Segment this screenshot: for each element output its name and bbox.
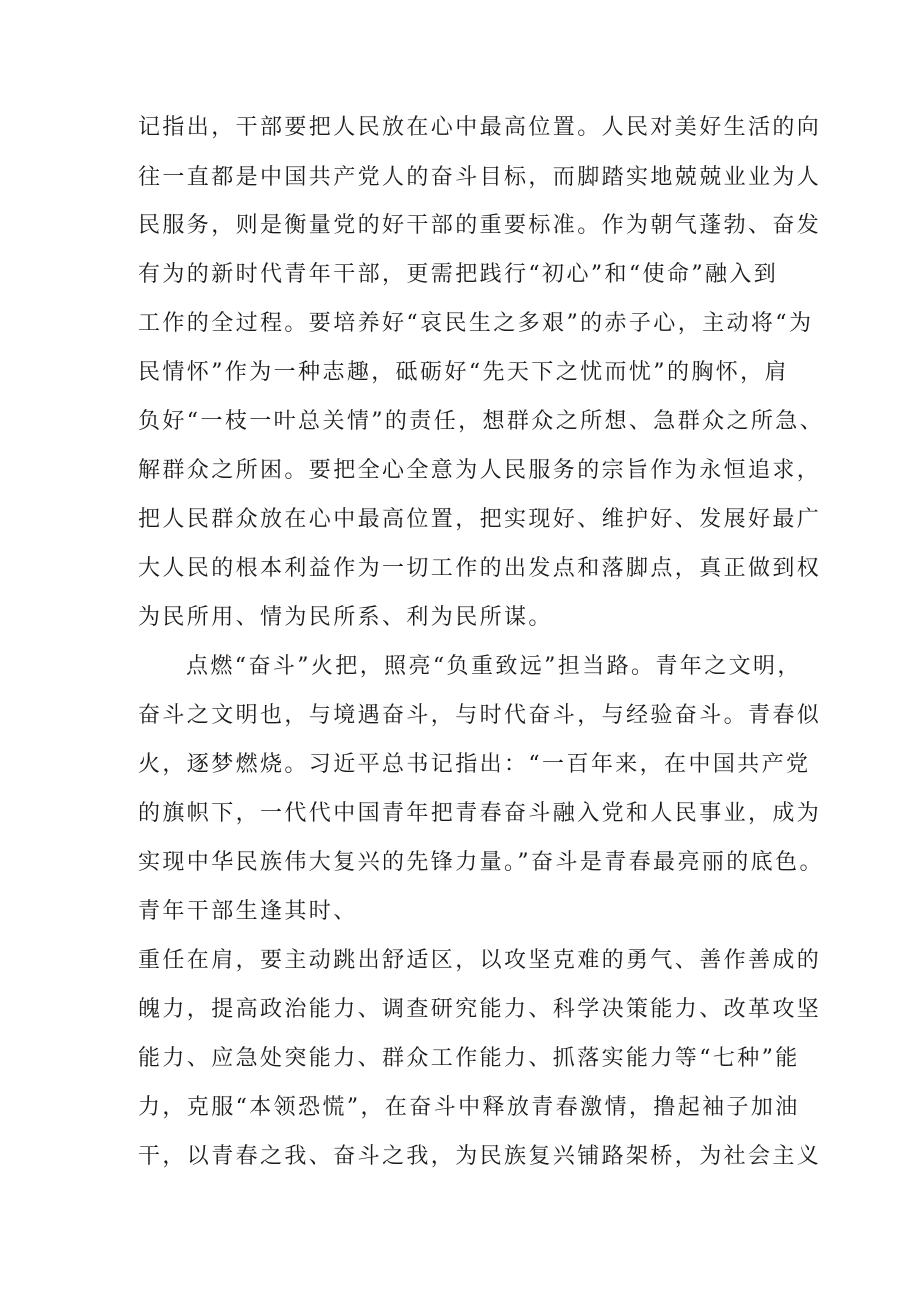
text-line: 奋斗之文明也，与境遇奋斗，与时代奋斗，与经验奋斗。青春似 [138,703,822,728]
text-line: 民情怀”作为一种志趣，砥砺好“先天下之忧而忧”的胸怀，肩 [138,360,789,385]
text-line: 解群众之所困。要把全心全意为人民服务的宗旨作为永恒追求， [138,458,822,483]
text-line: 青年干部生逢其时、 [138,899,358,924]
text-line: 能力、应急处突能力、群众工作能力、抓落实能力等“七种”能 [138,1046,800,1071]
text-line: 实现中华民族伟大复兴的先锋力量。”奋斗是青春最亮丽的底色。 [138,850,824,875]
text-line: 火，逐梦燃烧。习近平总书记指出：“一百年来，在中国共产党 [138,752,811,777]
text-line: 工作的全过程。要培养好“哀民生之多艰”的赤子心，主动将“为 [138,311,814,336]
text-line: 干，以青春之我、奋斗之我，为民族复兴铺路架桥，为社会主义 [138,1144,822,1169]
text-line: 把人民群众放在心中最高位置，把实现好、维护好、发展好最广 [138,507,822,532]
text-line: 记指出，干部要把人民放在心中最高位置。人民对美好生活的向 [138,115,822,140]
text-line: 魄力，提高政治能力、调查研究能力、科学决策能力、改革攻坚 [138,997,822,1022]
text-line: 为民所用、情为民所系、利为民所谋。 [138,605,553,630]
text-line: 的旗帜下，一代代中国青年把青春奋斗融入党和人民事业，成为 [138,801,822,826]
text-line: 大人民的根本利益作为一切工作的出发点和落脚点，真正做到权 [138,556,822,581]
text-line: 点燃“奋斗”火把，照亮“负重致远”担当路。青年之文明， [186,654,802,679]
text-line: 力，克服“本领恐慌”，在奋斗中释放青春激情，撸起袖子加油 [138,1095,800,1120]
text-line: 负好“一枝一叶总关情”的责任，想群众之所想、急群众之所急、 [138,409,825,434]
text-line: 民服务，则是衡量党的好干部的重要标准。作为朝气蓬勃、奋发 [138,213,822,238]
text-line: 有为的新时代青年干部，更需把践行“初心”和“使命”融入到 [138,262,779,287]
text-line: 往一直都是中国共产党人的奋斗目标，而脚踏实地兢兢业业为人 [138,165,822,190]
text-line: 重任在肩，要主动跳出舒适区，以攻坚克难的勇气、善作善成的 [138,948,822,973]
